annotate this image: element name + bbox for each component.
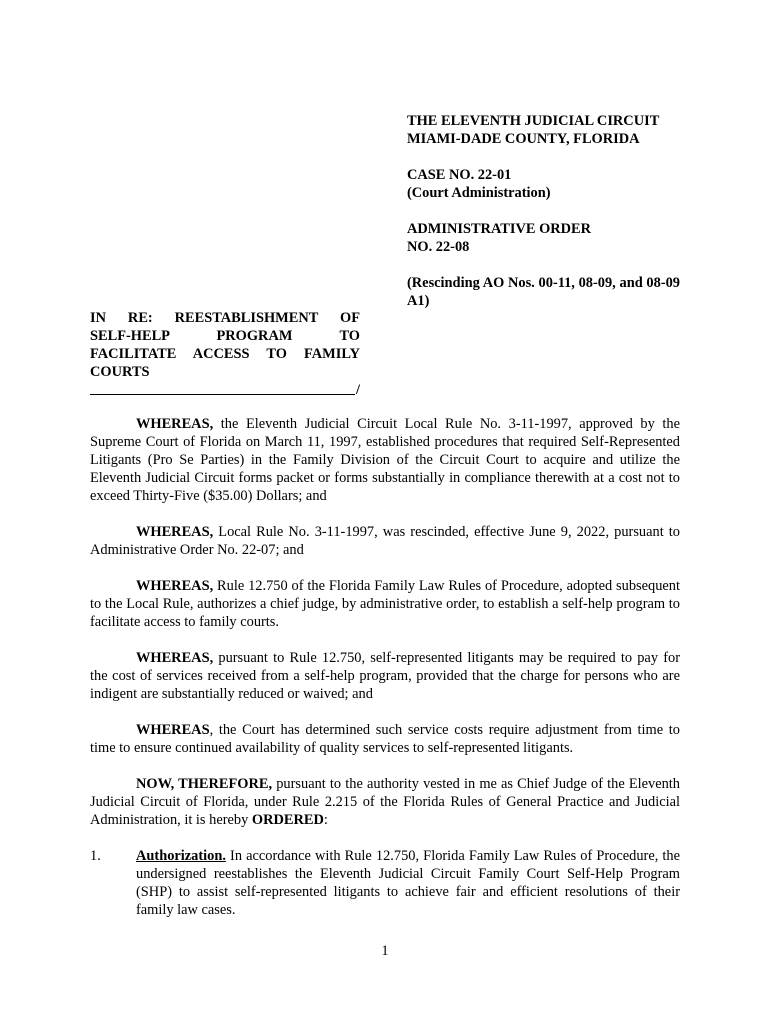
- whereas-lead: WHEREAS,: [136, 578, 214, 594]
- now-therefore-lead: NOW, THEREFORE,: [136, 776, 273, 792]
- whereas-lead: WHEREAS,: [136, 416, 214, 432]
- whereas-paragraph: [90, 577, 680, 631]
- case-caption-header: [407, 112, 680, 310]
- whereas-lead: WHEREAS: [136, 722, 210, 738]
- in-re-line-2: SELF-HELP PROGRAM TO: [90, 328, 360, 344]
- ordered-colon: :: [323, 812, 328, 828]
- case-subtitle: (Court Administration): [407, 185, 551, 201]
- in-re-caption: [90, 309, 360, 399]
- whereas-paragraph: [90, 721, 680, 757]
- rescind-note: (Rescinding AO Nos. 00-11, 08-09, and 08-09 A1): [407, 275, 680, 309]
- case-number: CASE NO. 22-01: [407, 167, 512, 183]
- caption-rule: [90, 381, 360, 399]
- court-county: MIAMI-DADE COUNTY, FLORIDA: [407, 131, 640, 147]
- whereas-text: Local Rule No. 3-11-1997, was rescinded, effective June 9, 2022, pursuant to Administrative Order No. 22-07; and: [90, 524, 680, 558]
- whereas-lead: WHEREAS,: [136, 524, 214, 540]
- ordered-word: ORDERED: [251, 812, 324, 828]
- whereas-text: , the Court has determined such service costs require adjustment from time to time to ensure continued availability of quality services to self-represented litigants.: [90, 722, 680, 756]
- whereas-paragraph: [90, 415, 680, 505]
- court-name: THE ELEVENTH JUDICIAL CIRCUIT: [407, 113, 660, 129]
- now-therefore-paragraph: [90, 775, 680, 829]
- whereas-paragraph: [90, 649, 680, 703]
- item-content: [136, 847, 680, 919]
- numbered-item: [90, 847, 680, 919]
- in-re-line-3: FACILITATE ACCESS TO FAMILY: [90, 346, 360, 362]
- whereas-text: the Eleventh Judicial Circuit Local Rule No. 3-11-1997, approved by the Supreme Court of Florida on March 11, 1997, established procedures that required Self-Represented Litigants (Pro Se Parties) in the Family Division of the Circuit Court to acquire and utilize the Eleventh Judicial Circuit forms packet or forms substantially in compliance therewith at a cost not to exceed Thirty-Five ($35.00) Dollars; and: [90, 416, 680, 504]
- item-heading: Authorization.: [136, 848, 226, 864]
- page-number: 1: [381, 943, 389, 959]
- item-number: 1.: [90, 848, 101, 864]
- whereas-paragraph: [90, 523, 680, 559]
- whereas-text: pursuant to Rule 12.750, self-represented litigants may be required to pay for the cost of services received from a self-help program, provided that the charge for persons who are indigent are substantially reduced or waived; and: [90, 650, 680, 702]
- order-body: [90, 415, 680, 919]
- order-number: NO. 22-08: [407, 239, 470, 255]
- now-therefore-text: pursuant to the authority vested in me as Chief Judge of the Eleventh Judicial Circuit of Florida, under Rule 2.215 of the Florida Rules of General Practice and Judicial Administration, it is hereby: [90, 776, 680, 828]
- order-title: ADMINISTRATIVE ORDER: [407, 221, 592, 237]
- whereas-text: Rule 12.750 of the Florida Family Law Rules of Procedure, adopted subsequent to the Local Rule, authorizes a chief judge, by administrative order, to establish a self-help program to facilitate access to family courts.: [90, 578, 680, 630]
- in-re-line-4: COURTS: [90, 364, 150, 380]
- caption-slash: /: [356, 382, 360, 398]
- item-text: In accordance with Rule 12.750, Florida Family Law Rules of Procedure, the undersigned reestablishes the Eleventh Judicial Circuit Family Court Self-Help Program (SHP) to assist self-represented litigants to achieve fair and efficient resolutions of their family law cases.: [136, 848, 680, 918]
- in-re-line-1: IN RE: REESTABLISHMENT OF: [90, 310, 360, 326]
- whereas-lead: WHEREAS,: [136, 650, 214, 666]
